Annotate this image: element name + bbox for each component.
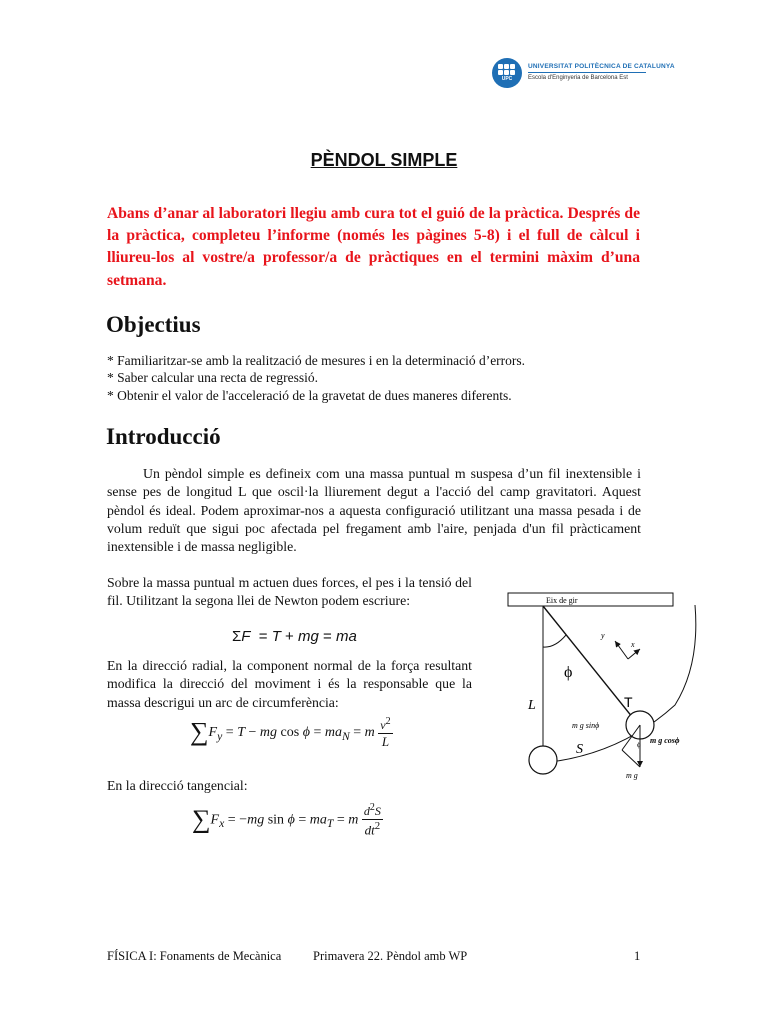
logo-school-name: Escola d'Enginyeria de Barcelona Est: [528, 75, 628, 81]
normal-component: [622, 750, 640, 767]
page-title: PÈNDOL SIMPLE: [310, 150, 458, 170]
footer-course: FÍSICA I: Fonaments de Mecànica: [107, 949, 282, 963]
pivot-support: [508, 593, 673, 606]
tangential-paragraph: En la direcció tangencial:: [107, 778, 248, 793]
page-number: 1: [634, 949, 641, 963]
tension-label: T: [624, 694, 633, 710]
weight-label: m g: [626, 771, 638, 780]
objective-item: * Saber calcular una recta de regressió.: [107, 370, 319, 386]
normal-weight-label: m g cosϕ: [650, 736, 680, 745]
axis-label: Eix de gir: [546, 596, 578, 605]
warning-paragraph: Abans d’anar al laboratori llegiu amb cura tot el guió de la pràctica. Després de la pràctica, completeu l’informe (només les pàgines 5-8) i el full de càlcul i lliureu-los al vostre/a professor/a de pràctiques en el termini màxim d’una setmana.: [107, 205, 640, 289]
university-logo: [492, 58, 675, 92]
logo-emblem: UPC: [492, 58, 522, 88]
logo-university-name: UNIVERSITAT POLITÈCNICA DE CATALUNYA: [528, 63, 675, 70]
displaced-string: [543, 606, 637, 723]
y-axis-arrow: [615, 641, 628, 659]
rest-bob: [529, 746, 557, 774]
pendulum-diagram: [500, 585, 710, 795]
objectives-heading: Objectius: [106, 312, 201, 337]
arc-length-label: S: [576, 742, 583, 757]
radial-equation: $\sum F_y = T$ − mg $\cos \phi = ma_N = m$ $\frac{v^2}{L}$: [190, 716, 391, 749]
x-axis-label: x: [631, 640, 635, 649]
objective-item: * Obtenir el valor de l'acceleració de la gravetat de dues maneres diferents.: [107, 387, 512, 403]
logo-divider: [528, 72, 646, 73]
length-label: L: [528, 698, 536, 713]
angle-arc: [543, 635, 566, 647]
tangential-weight-label: m g sinϕ: [572, 721, 600, 730]
tangential-equation: $\sum F_x = -mg$ $\sin \phi = ma_T = m$ $\frac{d^2S}{dt^2}$: [192, 802, 381, 838]
small-angle-label: ϕ: [637, 741, 641, 749]
newton-equation: ΣF = T + mg = ma: [232, 628, 357, 645]
footer-title: Primavera 22. Pèndol amb WP: [313, 949, 468, 963]
forces-paragraph: Sobre la massa puntual m actuen dues forces, el pes i la tensió del fil. Utilitzant la segona llei de Newton podem escriure:: [107, 575, 472, 609]
x-axis-arrow: [628, 649, 640, 659]
objectives-list: [107, 352, 525, 404]
objective-item: * Familiaritzar-se amb la realització de mesures i en la determinació d’errors.: [107, 353, 526, 368]
phi-label: ϕ: [564, 664, 573, 681]
y-axis-label: y: [601, 631, 605, 640]
introduction-heading: Introducció: [106, 424, 221, 449]
radial-paragraph: En la direcció radial, la component normal de la força resultant modifica la direcció del moviment i és la responsable que la massa descrigui un arc de circumferència:: [107, 658, 472, 710]
introduction-paragraph: Un pèndol simple es defineix com una massa puntual m suspesa d’un fil inextensible i sense pes de longitud L que oscil·la lliurement degut a l'acció del camp gravitatori. Aquest pèndol és ideal. Podem aproximar-nos a aquesta configuració utilitzant una massa pesada i de volum reduït que sigui poc afectada pel fregament amb l'aire, penjada d'un fil pràcticament inextensible i de massa negligible.: [107, 466, 641, 555]
